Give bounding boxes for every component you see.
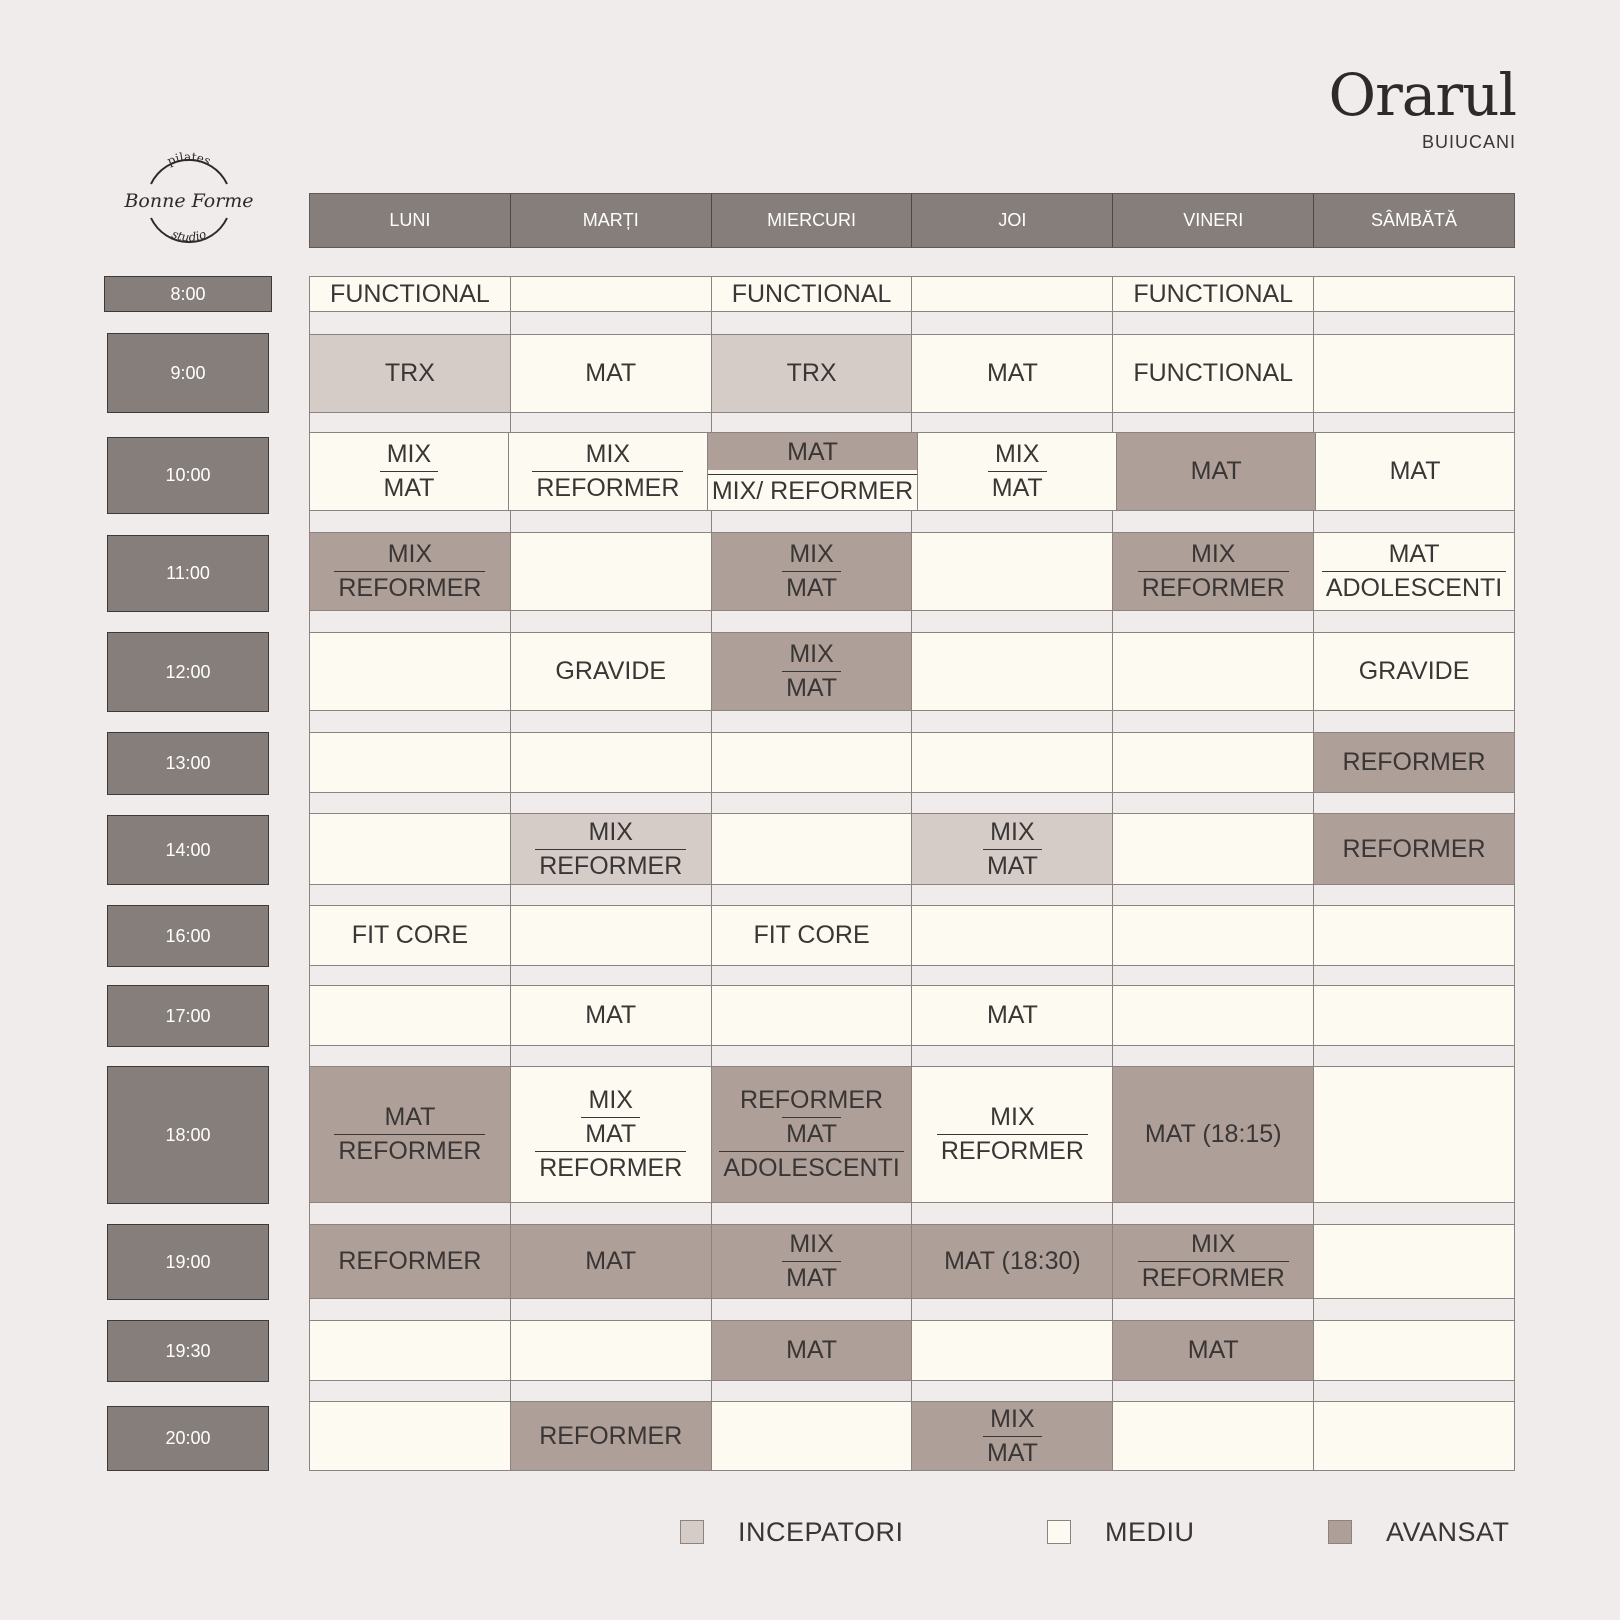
connector-line (309, 1203, 511, 1224)
class-name: REFORMER (338, 1247, 482, 1275)
class-cell[interactable] (912, 986, 1113, 1045)
title-block (1328, 61, 1516, 153)
class-name: ADOLESCENTI (1322, 571, 1506, 605)
row-connector (309, 1299, 1515, 1320)
day-header-cell: JOI (912, 194, 1113, 247)
class-name: MIX (585, 440, 631, 468)
day-header-cell: MIERCURI (712, 194, 913, 247)
class-cell[interactable] (511, 986, 712, 1045)
connector-line (511, 413, 712, 432)
schedule-row (309, 1401, 1515, 1471)
connector-line (912, 711, 1113, 732)
schedule-row (309, 1320, 1515, 1381)
legend-swatch (1047, 1520, 1071, 1544)
class-cell (511, 277, 712, 311)
class-name: FUNCTIONAL (330, 279, 490, 308)
connector-line (511, 312, 712, 334)
connector-line (712, 1046, 913, 1066)
connector-line (912, 312, 1113, 334)
connector-line (1314, 511, 1515, 532)
class-name: MAT (782, 1261, 841, 1295)
connector-line (1314, 966, 1515, 985)
class-cell[interactable] (511, 633, 712, 710)
page-subtitle: BUIUCANI (1421, 132, 1516, 152)
connector-line (912, 1381, 1113, 1401)
class-cell[interactable] (912, 814, 1113, 884)
connector-line (1113, 966, 1314, 985)
class-cell[interactable] (912, 1067, 1113, 1202)
connector-line (1314, 885, 1515, 905)
connector-line (511, 711, 712, 732)
connector-line (1314, 312, 1515, 334)
row-connector (309, 711, 1515, 732)
connector-line (712, 885, 913, 905)
class-name: TRX (786, 359, 837, 387)
class-name: MAT (384, 1103, 436, 1131)
class-name: MIX (789, 640, 834, 668)
class-cell (912, 277, 1113, 311)
connector-line (309, 885, 511, 905)
class-cell[interactable] (310, 533, 511, 610)
connector-line (1113, 1381, 1314, 1401)
class-name: FIT CORE (753, 921, 870, 949)
schedule-row (309, 1066, 1515, 1203)
connector-line (1113, 1203, 1314, 1224)
class-cell[interactable] (1314, 733, 1514, 792)
connector-line (309, 511, 511, 532)
connector-line (1113, 1046, 1314, 1066)
connector-line (511, 611, 712, 632)
legend (0, 1512, 1620, 1552)
schedule-row (309, 732, 1515, 793)
time-slot: 17:00 (107, 985, 269, 1047)
class-name: REFORMER (334, 1134, 485, 1168)
class-cell[interactable] (712, 906, 913, 965)
connector-line (912, 511, 1113, 532)
class-name: MAT (585, 1247, 637, 1275)
class-name: MAT (18:30) (944, 1247, 1081, 1275)
connector-line (309, 1381, 511, 1401)
class-cell[interactable] (912, 335, 1113, 412)
connector-line (309, 611, 511, 632)
connector-line (1113, 1299, 1314, 1320)
class-cell (1314, 277, 1514, 311)
connector-line (912, 966, 1113, 985)
class-cell (712, 733, 913, 792)
class-cell (1113, 986, 1314, 1045)
connector-line (912, 885, 1113, 905)
class-name: MAT (986, 359, 1038, 387)
day-header (309, 193, 1515, 248)
class-name: MAT (1389, 457, 1441, 485)
legend-swatch (1328, 1520, 1352, 1544)
class-cell[interactable] (511, 1402, 712, 1470)
class-cell (912, 533, 1113, 610)
connector-line (712, 511, 913, 532)
logo-bottom-text: studio (169, 226, 209, 245)
connector-line (912, 611, 1113, 632)
logo-graphic (104, 150, 274, 250)
class-cell (912, 1321, 1113, 1380)
time-slot: 9:00 (107, 333, 269, 413)
time-slot: 14:00 (107, 815, 269, 885)
connector-line (912, 413, 1113, 432)
class-cell[interactable] (511, 1225, 712, 1298)
class-cell[interactable] (1117, 433, 1316, 510)
class-name: TRX (384, 359, 435, 387)
legend-label: AVANSAT (1386, 1516, 1510, 1547)
time-slot: 8:00 (104, 276, 272, 312)
class-name: REFORMER (334, 571, 485, 605)
connector-line (1113, 312, 1314, 334)
connector-line (912, 1046, 1113, 1066)
connector-line (1113, 885, 1314, 905)
legend-label: INCEPATORI (738, 1516, 904, 1547)
class-name: MAT (786, 1336, 838, 1364)
schedule-row (309, 1224, 1515, 1299)
class-cell[interactable] (1113, 1225, 1314, 1298)
row-connector (309, 1381, 1515, 1401)
class-cell (1113, 733, 1314, 792)
connector-line (1113, 793, 1314, 813)
class-name: MIX (990, 1404, 1035, 1433)
class-cell[interactable] (511, 814, 712, 884)
connector-line (511, 1203, 712, 1224)
class-name: MAT (1190, 457, 1242, 485)
connector-line (511, 1381, 712, 1401)
class-name: MIX (1191, 1230, 1236, 1258)
connector-line (1113, 711, 1314, 732)
schedule-row (309, 813, 1515, 885)
class-name: FUNCTIONAL (1133, 279, 1294, 308)
class-cell[interactable] (912, 1402, 1113, 1470)
class-cell[interactable] (1113, 1067, 1314, 1202)
class-cell[interactable] (511, 335, 712, 412)
connector-line (511, 966, 712, 985)
class-name: MIX (588, 1086, 633, 1114)
class-name: REFORMER (1138, 571, 1289, 605)
schedule-row (309, 432, 1515, 511)
legend-swatch (680, 1520, 704, 1544)
connector-line (1314, 793, 1515, 813)
class-cell (511, 906, 712, 965)
connector-line (309, 312, 511, 334)
class-cell (1113, 633, 1314, 710)
class-cell (1314, 1321, 1514, 1380)
class-cell (511, 733, 712, 792)
schedule-row (309, 905, 1515, 966)
row-connector (309, 1046, 1515, 1066)
connector-line (912, 1299, 1113, 1320)
connector-line (1113, 511, 1314, 532)
connector-line (309, 1299, 511, 1320)
connector-line (712, 793, 913, 813)
connector-line (1113, 611, 1314, 632)
connector-line (511, 1299, 712, 1320)
class-cell[interactable] (310, 1067, 511, 1202)
connector-line (309, 413, 511, 432)
class-name: MAT (380, 471, 439, 505)
time-slot: 13:00 (107, 732, 269, 795)
class-name: REFORMER (740, 1086, 884, 1114)
row-connector (309, 885, 1515, 905)
row-connector (309, 793, 1515, 813)
class-cell[interactable] (1113, 533, 1314, 610)
row-connector (309, 511, 1515, 532)
connector-line (309, 711, 511, 732)
class-name: MIX (387, 540, 433, 568)
class-cell[interactable] (1113, 1321, 1314, 1380)
class-cell (310, 1402, 511, 1470)
connector-line (712, 966, 913, 985)
class-cell (1314, 1402, 1514, 1470)
logo-top-text: pilates (165, 150, 213, 169)
connector-line (1314, 1299, 1515, 1320)
class-name: REFORMER (535, 1151, 686, 1185)
class-cell[interactable] (1314, 633, 1514, 710)
class-cell (912, 633, 1113, 710)
connector-line (1113, 413, 1314, 432)
connector-line (309, 966, 511, 985)
legend-item-mediu (1047, 1512, 1195, 1552)
class-cell (310, 633, 511, 710)
class-cell[interactable] (310, 1225, 511, 1298)
class-cell[interactable] (708, 433, 918, 510)
class-cell (310, 733, 511, 792)
class-name: MAT (787, 437, 838, 466)
time-slot: 12:00 (107, 632, 269, 712)
class-name: REFORMER (535, 849, 686, 883)
class-cell (912, 906, 1113, 965)
class-cell[interactable] (1113, 335, 1314, 412)
class-name: FUNCTIONAL (731, 279, 892, 308)
time-slot: 18:00 (107, 1066, 269, 1204)
connector-line (712, 1203, 913, 1224)
class-name: MAT (986, 1001, 1038, 1029)
time-slot: 20:00 (107, 1406, 269, 1471)
time-slot: 16:00 (107, 905, 269, 967)
class-cell (1314, 986, 1514, 1045)
class-name: MAT (782, 671, 841, 705)
class-name: MAT (585, 1001, 637, 1029)
class-cell (511, 1321, 712, 1380)
class-cell[interactable] (712, 335, 913, 412)
class-name: MAT (983, 849, 1042, 883)
class-name: MAT (782, 1117, 841, 1151)
connector-line (511, 511, 712, 532)
class-cell (912, 733, 1113, 792)
connector-line (1314, 413, 1515, 432)
class-name: MIX (789, 540, 834, 568)
class-cell (1314, 906, 1514, 965)
class-name: REFORMER (937, 1134, 1088, 1168)
class-cell[interactable] (310, 433, 509, 510)
class-name: MAT (18:15) (1144, 1120, 1282, 1148)
connector-line (511, 885, 712, 905)
class-name: MIX (789, 1230, 834, 1258)
class-cell[interactable] (712, 533, 913, 610)
studio-logo (104, 150, 274, 250)
row-connector (309, 312, 1515, 334)
class-name: MAT (581, 1117, 640, 1151)
class-cell (1113, 906, 1314, 965)
connector-line (712, 1381, 913, 1401)
class-cell[interactable] (712, 633, 913, 710)
time-slot: 19:30 (107, 1320, 269, 1382)
class-cell[interactable] (712, 277, 913, 311)
class-cell[interactable] (918, 433, 1117, 510)
class-name: MIX (1191, 540, 1236, 568)
connector-line (712, 312, 913, 334)
class-cell (310, 814, 511, 884)
class-cell[interactable] (310, 335, 511, 412)
class-cell (712, 986, 913, 1045)
class-name: MAT (1388, 540, 1440, 568)
connector-line (309, 793, 511, 813)
legend-label: MEDIU (1105, 1516, 1195, 1547)
class-cell[interactable] (912, 1225, 1113, 1298)
class-cell[interactable] (310, 277, 511, 311)
class-name: MAT (1187, 1336, 1239, 1364)
class-name: MIX (990, 1103, 1035, 1131)
class-cell[interactable] (1314, 814, 1514, 884)
class-name: REFORMER (532, 471, 683, 505)
class-cell[interactable] (1314, 533, 1514, 610)
row-connector (309, 413, 1515, 432)
class-name: MIX (990, 817, 1035, 846)
class-cell[interactable] (712, 1067, 913, 1202)
page-title: Orarul (1328, 61, 1516, 129)
class-cell (712, 814, 913, 884)
row-connector (309, 1203, 1515, 1224)
connector-line (1314, 711, 1515, 732)
class-name: MIX (386, 440, 432, 468)
class-name: FIT CORE (351, 921, 469, 949)
schedule-row (309, 276, 1515, 312)
connector-line (1314, 611, 1515, 632)
class-cell (712, 1402, 913, 1470)
row-connector (309, 611, 1515, 632)
connector-line (511, 793, 712, 813)
class-name: ADOLESCENTI (719, 1151, 903, 1185)
connector-line (712, 611, 913, 632)
connector-line (1314, 1046, 1515, 1066)
class-cell[interactable] (712, 1321, 913, 1380)
class-cell (310, 1321, 511, 1380)
class-cell[interactable] (1113, 277, 1314, 311)
connector-line (309, 1046, 511, 1066)
connector-line (712, 413, 913, 432)
class-name: MAT (988, 471, 1047, 505)
class-name: REFORMER (1342, 748, 1486, 776)
class-cell (1314, 1067, 1514, 1202)
schedule-row (309, 632, 1515, 711)
class-cell (511, 533, 712, 610)
connector-line (511, 1046, 712, 1066)
logo-brand-text: Bonne Forme (124, 190, 254, 212)
schedule-row (309, 985, 1515, 1046)
class-name: MAT (585, 359, 637, 387)
class-name: GRAVIDE (1358, 657, 1470, 685)
class-cell (1113, 814, 1314, 884)
class-name: REFORMER (1342, 834, 1486, 863)
connector-line (712, 1299, 913, 1320)
class-cell[interactable] (511, 1067, 712, 1202)
class-cell (310, 986, 511, 1045)
class-name: REFORMER (1138, 1261, 1289, 1295)
class-cell[interactable] (1316, 433, 1514, 510)
class-cell[interactable] (310, 906, 511, 965)
class-name: MAT (782, 571, 841, 605)
class-cell (1314, 1225, 1514, 1298)
time-slot: 19:00 (107, 1224, 269, 1300)
connector-line (712, 711, 913, 732)
time-slot: 10:00 (107, 437, 269, 514)
day-header-cell: VINERI (1113, 194, 1314, 247)
class-name: MIX/ REFORMER (708, 474, 917, 508)
schedule-row (309, 334, 1515, 413)
day-header-cell: LUNI (310, 194, 511, 247)
class-name: GRAVIDE (555, 657, 667, 685)
connector-line (1314, 1203, 1515, 1224)
day-header-cell: SÂMBĂTĂ (1371, 210, 1458, 230)
row-connector (309, 966, 1515, 985)
legend-item-incepatori (680, 1512, 904, 1552)
day-header-cell: MARȚI (511, 194, 712, 247)
class-name: MIX (994, 440, 1040, 468)
class-cell[interactable] (509, 433, 708, 510)
class-name: MIX (588, 817, 633, 846)
class-cell (1113, 1402, 1314, 1470)
connector-line (912, 793, 1113, 813)
connector-line (912, 1203, 1113, 1224)
class-name: FUNCTIONAL (1133, 359, 1294, 387)
class-cell[interactable] (712, 1225, 913, 1298)
class-cell (1314, 335, 1514, 412)
legend-item-avansat (1328, 1512, 1510, 1552)
schedule-row (309, 532, 1515, 611)
time-slot: 11:00 (107, 535, 269, 612)
class-name: MAT (983, 1436, 1042, 1470)
connector-line (1314, 1381, 1515, 1401)
class-name: REFORMER (539, 1421, 683, 1450)
